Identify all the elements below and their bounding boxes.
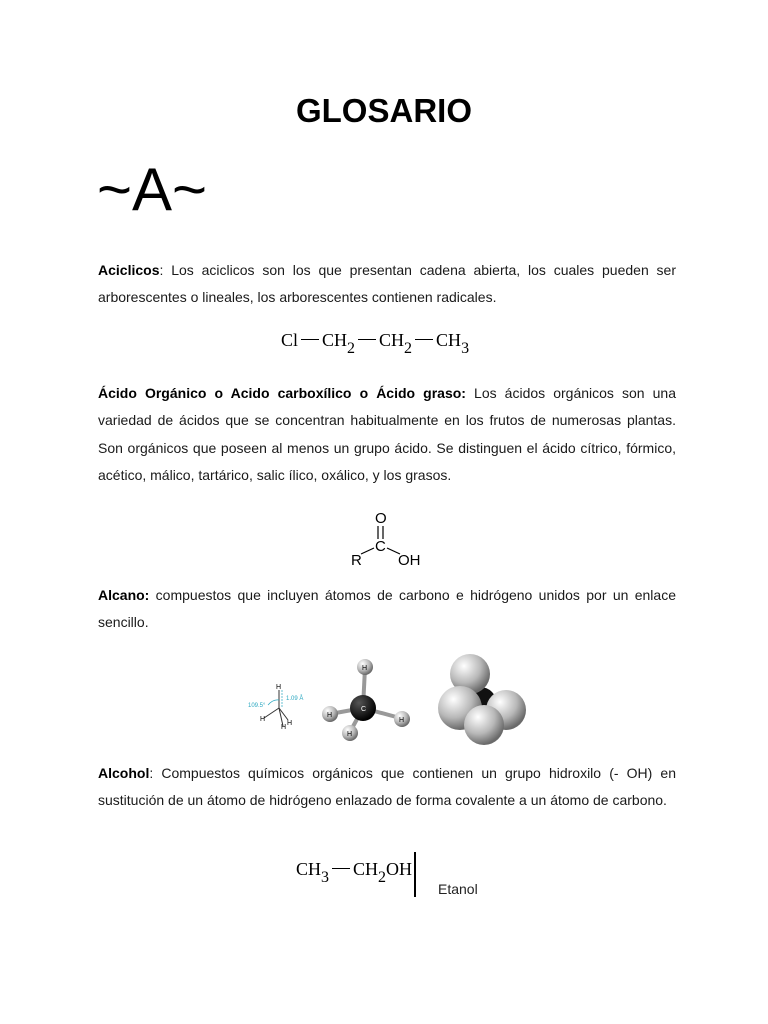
single-bond: [332, 868, 350, 869]
atom-cl: Cl: [281, 330, 299, 350]
entry-definition: Los ácidos orgánicos son una variedad de ácidos que se concentran habitualmente en los frutos de numerosas plantas. Son orgánicos que poseen al menos un grupo ácido. Se distinguen el ácido cítrico, fórmico, acético, málico, tartárico, salic ílico, oxálico, y los grasos.: [98, 385, 677, 483]
page-title: GLOSARIO: [295, 92, 472, 129]
bond-length-label: 1.09 Å: [286, 696, 304, 702]
single-bond: [415, 339, 433, 340]
glossary-entry-aciclicos: [98, 257, 676, 312]
atom-ch2: CH: [353, 859, 379, 879]
entry-term: Alcohol: [98, 765, 150, 781]
h-label: H: [399, 717, 405, 724]
entry-term: Alcano:: [98, 587, 150, 603]
glossary-entry-alcohol: [98, 760, 676, 815]
methane-space-filling-model: [438, 654, 526, 745]
hydrogen-atom: [464, 705, 504, 745]
ethanol-caption: Etanol: [438, 881, 478, 897]
h-label: H: [260, 716, 266, 723]
entry-definition: compuestos que incluyen átomos de carbono e hidrógeno unidos por un enlace sencillo.: [98, 587, 676, 631]
c-label: C: [361, 706, 367, 713]
section-letter: ~A~: [97, 156, 208, 223]
subscript: 3: [321, 869, 330, 886]
h-label: H: [287, 720, 293, 727]
r-bond: [361, 548, 374, 554]
methane-structural-model: [248, 684, 303, 731]
entry-term: Aciclicos: [98, 262, 160, 278]
bond-angle-label: 109.5°: [248, 703, 266, 709]
h-label: H: [362, 665, 368, 672]
h-label: H: [327, 712, 333, 719]
oxygen-label: O: [375, 510, 387, 527]
carboxyl-group-diagram: [345, 502, 435, 570]
methane-models: [246, 650, 536, 750]
entry-definition: Compuestos químicos orgánicos que contienen un grupo hidroxilo (- OH) en sustitución de un átomo de hidrógeno enlazado de forma covalente a un átomo de carbono.: [98, 765, 676, 809]
atom-oh: OH: [386, 859, 413, 879]
methane-ball-and-stick-model: [322, 659, 410, 741]
entry-term: Ácido Orgánico o Acido carboxílico o Ácido graso:: [98, 385, 466, 401]
glossary-entry-alcano: [98, 582, 676, 637]
entry-definition: Los aciclicos son los que presentan cadena abierta, los cuales pueden ser arborescentes o lineales, los arborescentes contienen radicales.: [98, 262, 676, 306]
subscript: 3: [461, 340, 470, 357]
entry-separator: :: [149, 765, 154, 781]
h-label: H: [276, 684, 282, 691]
subscript: 2: [347, 340, 356, 357]
h-label: H: [347, 731, 353, 738]
carbon-label: C: [375, 538, 386, 555]
glossary-entry-acido-organico: [98, 380, 676, 489]
hydroxyl-label: OH: [398, 552, 421, 569]
atom-ch3: CH: [296, 859, 322, 879]
entry-separator: :: [159, 262, 164, 278]
formula-vertical-bar: [414, 852, 416, 897]
chloropropane-formula: [281, 330, 470, 357]
subscript: 2: [404, 340, 413, 357]
h-label: H: [281, 724, 287, 731]
subscript: 2: [378, 869, 387, 886]
single-bond: [301, 339, 319, 340]
atom-ch2-b: CH: [379, 330, 405, 350]
atom-ch2-a: CH: [322, 330, 348, 350]
atom-ch3: CH: [436, 330, 462, 350]
single-bond: [358, 339, 376, 340]
ethanol-formula: [296, 859, 413, 886]
r-group-label: R: [351, 552, 362, 569]
